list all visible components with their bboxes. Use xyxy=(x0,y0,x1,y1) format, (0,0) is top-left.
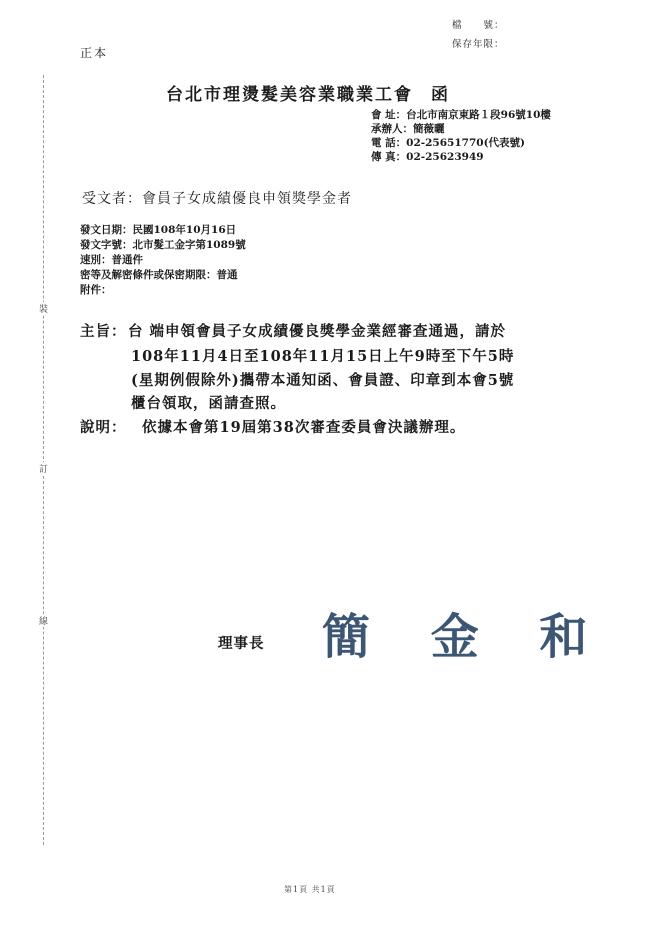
contact-handler: 承辦人：簡薇曬 xyxy=(371,123,445,135)
binding-char-1: 裝 xyxy=(39,302,48,315)
chairman-title: 理事長 xyxy=(218,635,265,652)
copy-mark: 正本 xyxy=(80,46,109,60)
recipient: 受文者：會員子女成績優良申領獎學金者 xyxy=(82,191,352,207)
binding-char-3: 線 xyxy=(39,614,48,627)
explanation-text: 依據本會第19屆第38次審查委員會決議辦理。 xyxy=(142,419,466,436)
document-type: 函 xyxy=(431,85,450,105)
subject-line-2: 108年11月4日至108年11月15日上午9時至下午5時 xyxy=(131,348,515,365)
binding-line xyxy=(43,75,44,845)
chairman-signature-stamp: 簡 金 和 xyxy=(322,609,610,665)
organization-name: 台北市理燙髮美容業職業工會 xyxy=(166,85,413,105)
archive-file-no: 檔 號： xyxy=(452,20,505,31)
page-number: 第1頁 共1頁 xyxy=(284,885,336,894)
contact-address: 會 址：台北市南京東路１段96號10樓 xyxy=(371,109,551,121)
document-number: 發文字號：北市髮工金字第1089號 xyxy=(80,239,246,251)
attachment: 附件： xyxy=(80,284,112,296)
subject-label: 主旨： xyxy=(80,323,127,340)
subject-line-1: 台 端申領會員子女成績優良獎學金業經審查通過，請於 xyxy=(128,323,507,340)
delivery-speed: 速別：普通件 xyxy=(80,254,143,266)
archive-retention: 保存年限： xyxy=(452,39,505,50)
explanation-label: 說明： xyxy=(80,419,127,436)
security-level: 密等及解密條件或保密期限：普通 xyxy=(80,269,238,281)
binding-char-2: 訂 xyxy=(39,462,48,475)
subject-line-3: (星期例假除外)攜帶本通知函、會員證、印章到本會5號 xyxy=(131,372,515,389)
letter-title xyxy=(166,80,450,105)
contact-phone: 電 話：02-25651770(代表號) xyxy=(371,137,526,149)
contact-fax: 傳 真：02-25623949 xyxy=(371,151,484,163)
issue-date: 發文日期：民國108年10月16日 xyxy=(80,224,237,236)
subject-line-4: 櫃台領取，函請查照。 xyxy=(131,395,286,412)
